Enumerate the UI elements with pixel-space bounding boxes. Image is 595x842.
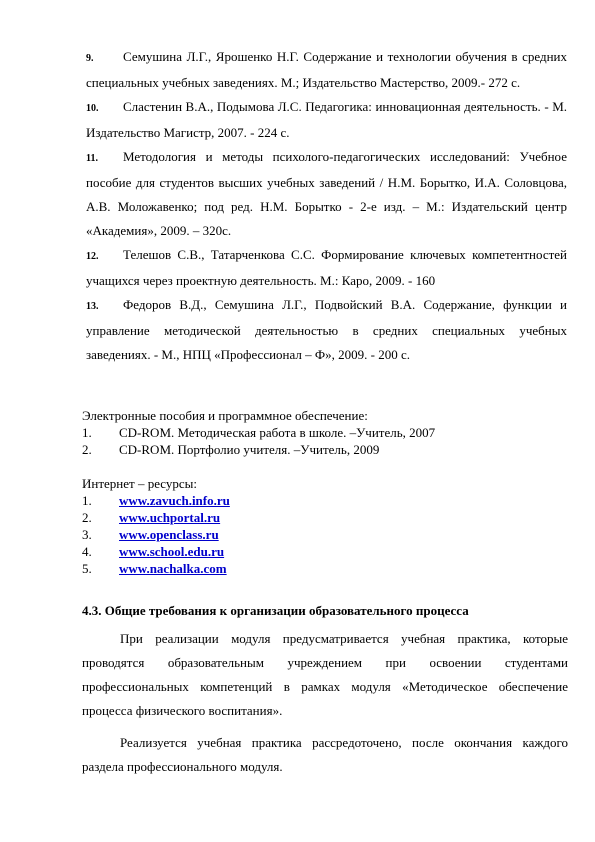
reference-list xyxy=(86,45,567,367)
reference-item xyxy=(86,95,567,145)
section-paragraph: Реализуется учебная практика рассредоточено, после окончания каждого раздела профессионального модуля. xyxy=(82,735,568,774)
reference-number: 13. xyxy=(86,301,99,312)
resource-link[interactable]: www.school.edu.ru xyxy=(119,544,225,559)
internet-resources xyxy=(82,475,552,577)
electronic-heading: Электронные пособия и программное обеспечение: xyxy=(82,408,368,423)
list-number: 4. xyxy=(82,544,92,559)
list-number: 5. xyxy=(82,561,92,576)
list-text: CD-ROM. Методическая работа в школе. –Учитель, 2007 xyxy=(119,425,436,440)
list-item xyxy=(82,492,552,509)
reference-text: Сластенин В.А., Подымова Л.С. Педагогика: инновационная деятельность. - М. Издательство Магистр, 2007. - 224 с. xyxy=(86,99,567,140)
list-item xyxy=(82,560,552,577)
list-number: 3. xyxy=(82,527,92,542)
reference-item xyxy=(86,145,567,243)
list-item xyxy=(82,441,552,458)
list-item xyxy=(82,509,552,526)
list-number: 2. xyxy=(82,442,92,457)
reference-number: 11. xyxy=(86,153,98,164)
internet-list xyxy=(82,492,552,577)
list-number: 1. xyxy=(82,493,92,508)
resource-link[interactable]: www.zavuch.info.ru xyxy=(119,493,230,508)
reference-text: Телешов С.В., Татарченкова С.С. Формирование ключевых компетентностей учащихся через проектную деятельность. М.: Каро, 2009. - 160 xyxy=(86,247,567,288)
reference-item xyxy=(86,243,567,293)
list-item xyxy=(82,526,552,543)
reference-number: 10. xyxy=(86,103,99,114)
section-heading: 4.3. Общие требования к организации образовательного процесса xyxy=(82,603,469,618)
reference-text: Федоров В.Д., Семушина Л.Г., Подвойский В.А. Содержание, функции и управление методической деятельностью в средних специальных учебных заведениях. - М., НПЦ «Профессионал – Ф», 2009. - 200 с. xyxy=(86,297,567,362)
resource-link[interactable]: www.uchportal.ru xyxy=(119,510,221,525)
reference-item xyxy=(86,45,567,95)
reference-item xyxy=(86,293,567,367)
reference-number: 12. xyxy=(86,251,99,262)
list-number: 2. xyxy=(82,510,92,525)
electronic-list xyxy=(82,424,552,458)
list-item xyxy=(82,424,552,441)
resource-link[interactable]: www.openclass.ru xyxy=(119,527,219,542)
internet-heading: Интернет – ресурсы: xyxy=(82,476,198,491)
list-number: 1. xyxy=(82,425,92,440)
reference-number: 9. xyxy=(86,53,94,64)
resource-link[interactable]: www.nachalka.com xyxy=(119,561,227,576)
section-paragraph: При реализации модуля предусматривается учебная практика, которые проводятся образовательным учреждением при освоении студентами профессиональных компетенций в рамках модуля «Методическое обеспечение процесса физического воспитания». xyxy=(82,631,568,718)
reference-text: Семушина Л.Г., Ярошенко Н.Г. Содержание и технологии обучения в средних специальных учебных заведениях. М.; Издательство Мастерство, 2009.- 272 с. xyxy=(86,49,567,90)
list-item xyxy=(82,543,552,560)
electronic-resources xyxy=(82,407,552,458)
reference-text: Методология и методы психолого-педагогических исследований: Учебное пособие для студентов высших учебных заведений / Н.М. Борытко, И.А. Соловцова, А.В. Моложавенко; под ред. Н.М. Борытко - 2-е изд. – М.: Издательский центр «Академия», 2009. – 320с. xyxy=(86,149,567,238)
list-text: CD-ROM. Портфолио учителя. –Учитель, 2009 xyxy=(119,442,380,457)
